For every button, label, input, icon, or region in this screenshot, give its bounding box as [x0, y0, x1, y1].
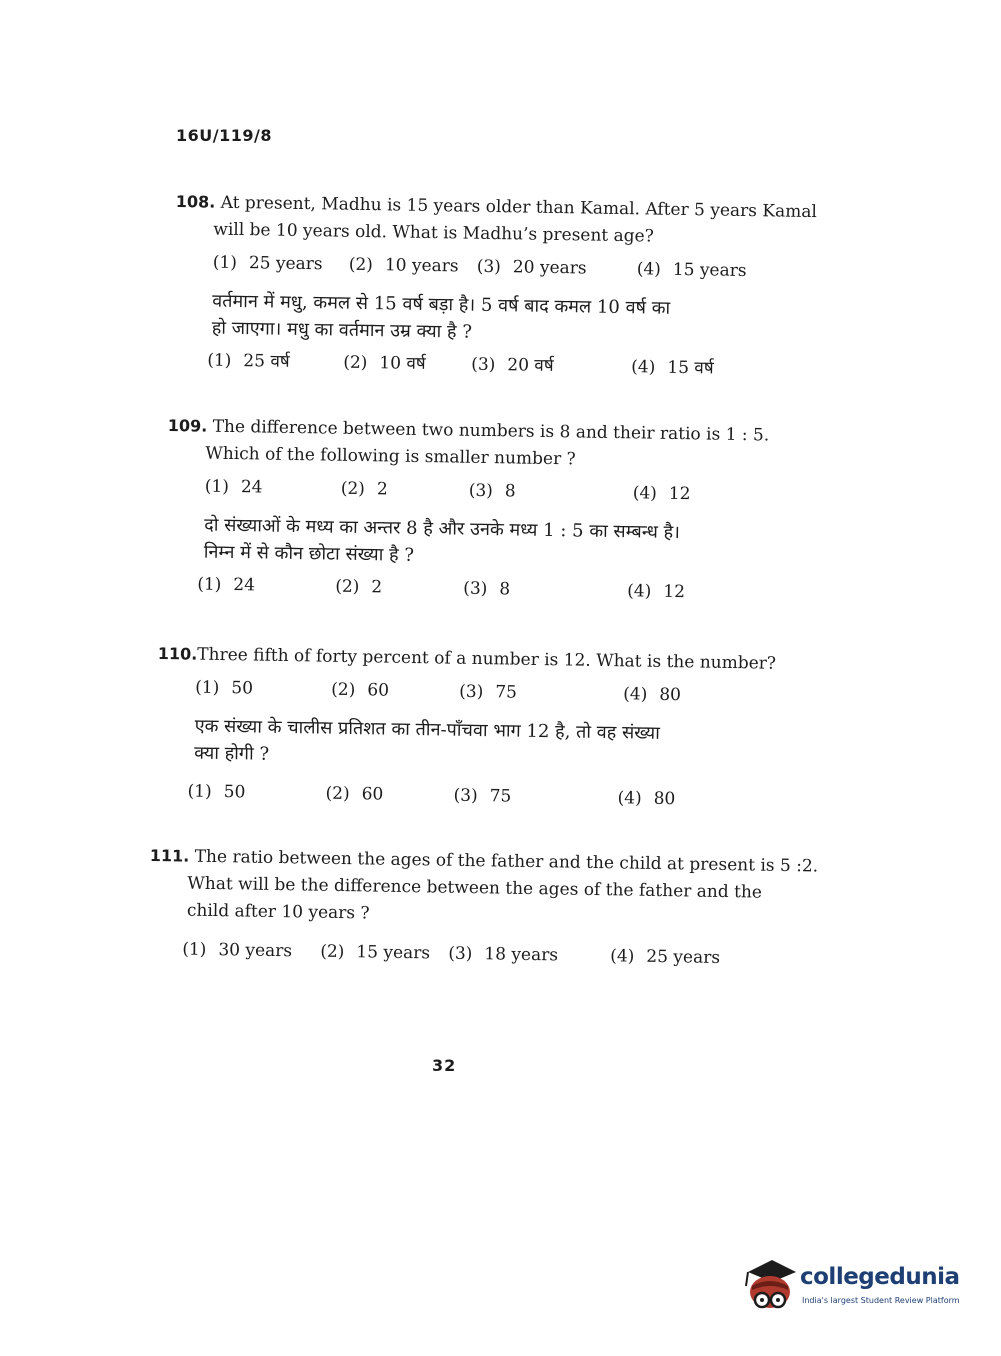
question-number: 108.	[175, 191, 216, 212]
question-text-line: 108. At present, Madhu is 15 years older than Kamal. After 5 years Kamal	[175, 191, 818, 223]
option-4: (4) 25 years	[610, 946, 721, 968]
options-english	[175, 249, 817, 287]
hindi-text-line: क्या होगी ?	[194, 742, 270, 765]
option-1: (1) 24	[197, 574, 256, 596]
question-108	[173, 188, 817, 385]
hindi-text-line: वर्तमान में मधु, कमल से 15 वर्ष बड़ा है। 5 वर्ष बाद कमल 10 वर्ष का	[212, 290, 671, 319]
option-4: (4) 15 years	[636, 259, 747, 281]
option-1: (1) 25 वर्ष	[207, 350, 290, 372]
hindi-block	[166, 511, 768, 574]
option-1: (1) 50	[187, 781, 246, 803]
option-4: (4) 15 वर्ष	[631, 357, 714, 379]
option-1: (1) 50	[195, 677, 254, 699]
option-2: (2) 60	[325, 783, 384, 805]
option-4: (4) 12	[627, 581, 686, 603]
question-text-line: 109. The difference between two numbers is 8 and their ratio is 1 : 5.	[167, 415, 770, 446]
hindi-block	[156, 712, 775, 776]
hindi-text-line: हो जाएगा। मधु का वर्तमान उम्र क्या है ?	[211, 317, 473, 343]
option-2: (2) 10 वर्ष	[343, 352, 426, 374]
question-109	[165, 412, 769, 608]
question-text-line: will be 10 years old. What is Madhu’s present age?	[213, 219, 654, 247]
hindi-text-line: एक संख्या के चालीस प्रतिशत का तीन-पाँचवा भाग 12 है, तो वह संख्या	[194, 715, 661, 744]
option-3: (3) 8	[463, 578, 511, 600]
question-text-line: 111. The ratio between the ages of the father and the child at present is 5 :2.	[149, 845, 819, 877]
option-3: (3) 75	[453, 785, 512, 807]
collegedunia-logo	[742, 1250, 972, 1320]
option-3: (3) 8	[468, 480, 516, 502]
options-hindi	[165, 571, 767, 608]
question-text-line: child after 10 years ?	[186, 900, 370, 924]
paper-code: 16U/119/8	[176, 126, 272, 145]
option-4: (4) 80	[623, 684, 682, 706]
question-number: 111.	[149, 845, 190, 866]
hindi-text-line: दो संख्याओं के मध्य का अन्तर 8 है और उनके मध्य 1 : 5 का सम्बन्ध है।	[204, 514, 681, 544]
option-2: (2) 2	[335, 576, 383, 598]
option-2: (2) 15 years	[320, 941, 431, 964]
option-2: (2) 2	[340, 478, 388, 500]
option-1: (1) 25 years	[212, 252, 323, 275]
options-hindi	[155, 778, 774, 816]
logo-brand: collegedunia	[800, 1264, 960, 1290]
options-english	[157, 674, 776, 712]
options-english	[167, 473, 769, 510]
question-number: 109.	[167, 415, 208, 436]
hindi-block	[174, 287, 816, 351]
option-4: (4) 12	[632, 483, 691, 505]
option-1: (1) 24	[204, 476, 263, 498]
question-text-line: What will be the difference between the ages of the father and the	[187, 873, 763, 903]
question-text-line: 110.Three fifth of forty percent of a number is 12. What is the number?	[157, 643, 777, 674]
mascot-icon	[742, 1250, 800, 1320]
question-110	[155, 640, 776, 816]
option-2: (2) 60	[331, 679, 390, 701]
option-3: (3) 20 years	[476, 256, 587, 279]
option-3: (3) 20 वर्ष	[471, 354, 554, 376]
logo-tagline: India's largest Student Review Platform	[802, 1296, 960, 1305]
hindi-text-line: निम्न में से कौन छोटा संख्या है ?	[203, 541, 415, 566]
option-1: (1) 30 years	[182, 939, 293, 962]
option-2: (2) 10 years	[348, 254, 459, 277]
question-111	[148, 842, 818, 974]
options-hindi	[173, 347, 815, 385]
option-3: (3) 75	[459, 681, 518, 703]
question-text-line: Which of the following is smaller number ?	[205, 443, 576, 470]
option-3: (3) 18 years	[448, 943, 559, 966]
page-number: 32	[432, 1056, 457, 1075]
option-4: (4) 80	[617, 788, 676, 810]
question-number: 110.	[157, 643, 198, 664]
options-english	[148, 936, 817, 974]
